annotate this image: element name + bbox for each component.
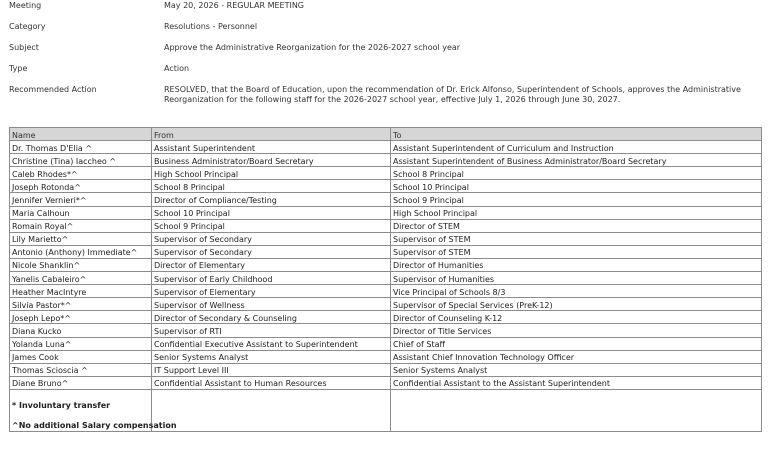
cell-to: High School Principal [391,206,762,219]
cell-name: Joseph Rotonda^ [10,180,152,193]
cell-to: Supervisor of Humanities [391,272,762,285]
table-row [10,141,762,154]
cell-to: Supervisor of Special Services (PreK-12) [391,298,762,311]
table-row [10,376,762,389]
cell-to: School 8 Principal [391,167,762,180]
notes-empty-cell [152,389,391,431]
cell-name: Yanelis Cabaleiro^ [10,272,152,285]
table-row [10,324,762,337]
cell-to: Assistant Superintendent of Curriculum and Instruction [391,141,762,154]
cell-from: High School Principal [152,167,391,180]
cell-from: Business Administrator/Board Secretary [152,154,391,167]
category-label: Category [9,22,46,31]
category-value: Resolutions - Personnel [164,22,258,31]
recommended-action-value: RESOLVED, that the Board of Education, upon the recommendation of Dr. Erick Alfonso, Superintendent of Schools, approves the Administrative Reorganization for the following staff for the 2026-2027 school year, effective July 1, 2026 through June 30, 2027. [164,85,741,104]
table-row [10,193,762,206]
cell-to: Assistant Superintendent of Business Administrator/Board Secretary [391,154,762,167]
table-row [10,245,762,258]
cell-name: Maria Calhoun [10,206,152,219]
table-row [10,298,762,311]
subject-value: Approve the Administrative Reorganization for the 2026-2027 school year [164,43,461,52]
cell-from: Supervisor of Elementary [152,285,391,298]
type-value: Action [164,64,190,73]
cell-name: James Cook [10,350,152,363]
cell-from: Director of Secondary & Counseling [152,311,391,324]
cell-to: Chief of Staff [391,337,762,350]
reorganization-table [9,127,762,432]
note-involuntary-transfer: * Involuntary transfer [12,400,111,410]
cell-to: Supervisor of STEM [391,232,762,245]
meeting-label: Meeting [9,1,42,10]
subject-label: Subject [9,43,39,52]
cell-from: Supervisor of Wellness [152,298,391,311]
table-row [10,350,762,363]
table-row [10,180,762,193]
cell-name: Thomas Scioscia ^ [10,363,152,376]
cell-name: Dr. Thomas D'Elia ^ [10,141,152,154]
cell-from: Assistant Superintendent [152,141,391,154]
table-row [10,232,762,245]
cell-name: Silvia Pastor*^ [10,298,152,311]
cell-to: Supervisor of STEM [391,245,762,258]
cell-to: Director of Title Services [391,324,762,337]
notes-cell [10,389,177,431]
cell-to: School 9 Principal [391,193,762,206]
column-header-from: From [152,128,391,141]
table-row [10,167,762,180]
cell-name: Joseph Lepo*^ [10,311,152,324]
cell-to: Director of STEM [391,219,762,232]
notes-row [10,389,762,431]
cell-to: Director of Humanities [391,258,762,271]
cell-from: School 8 Principal [152,180,391,193]
cell-from: Supervisor of Secondary [152,232,391,245]
table-row [10,258,762,271]
type-label: Type [9,64,28,73]
cell-from: School 10 Principal [152,206,391,219]
table-body [10,141,762,432]
table-row [10,363,762,376]
column-header-name: Name [10,128,152,141]
cell-to: Confidential Assistant to the Assistant Superintendent [391,376,762,389]
cell-to: Assistant Chief Innovation Technology Officer [391,350,762,363]
cell-from: IT Support Level III [152,363,391,376]
cell-from: Confidential Executive Assistant to Superintendent [152,337,391,350]
table-row [10,219,762,232]
cell-to: School 10 Principal [391,180,762,193]
cell-name: Christine (Tina) Iaccheo ^ [10,154,152,167]
table-header-row [10,128,762,141]
cell-to: Director of Counseling K-12 [391,311,762,324]
cell-name: Heather MacIntyre [10,285,152,298]
cell-name: Lily Marietto^ [10,232,152,245]
table-row [10,206,762,219]
cell-from: Supervisor of RTI [152,324,391,337]
cell-from: Director of Compliance/Testing [152,193,391,206]
cell-from: Supervisor of Early Childhood [152,272,391,285]
cell-name: Romain Royal^ [10,219,152,232]
cell-from: Confidential Assistant to Human Resources [152,376,391,389]
cell-name: Jennifer Vernieri*^ [10,193,152,206]
table-row [10,154,762,167]
cell-to: Senior Systems Analyst [391,363,762,376]
table-row [10,285,762,298]
cell-from: School 9 Principal [152,219,391,232]
cell-name: Nicole Shanklin^ [10,258,152,271]
table-row [10,272,762,285]
cell-name: Caleb Rhodes*^ [10,167,152,180]
cell-name: Diane Bruno^ [10,376,152,389]
cell-from: Supervisor of Secondary [152,245,391,258]
cell-from: Senior Systems Analyst [152,350,391,363]
cell-from: Director of Elementary [152,258,391,271]
cell-to: Vice Principal of Schools 8/3 [391,285,762,298]
cell-name: Antonio (Anthony) Immediate^ [10,245,152,258]
recommended-action-label: Recommended Action [9,85,97,94]
table-row [10,337,762,350]
notes-empty-cell [391,389,762,431]
meeting-value: May 20, 2026 - REGULAR MEETING [164,1,305,10]
cell-name: Diana Kucko [10,324,152,337]
table-row [10,311,762,324]
cell-name: Yolanda Luna^ [10,337,152,350]
note-no-additional-salary: ^No additional Salary compensation [12,421,177,431]
column-header-to: To [391,128,762,141]
